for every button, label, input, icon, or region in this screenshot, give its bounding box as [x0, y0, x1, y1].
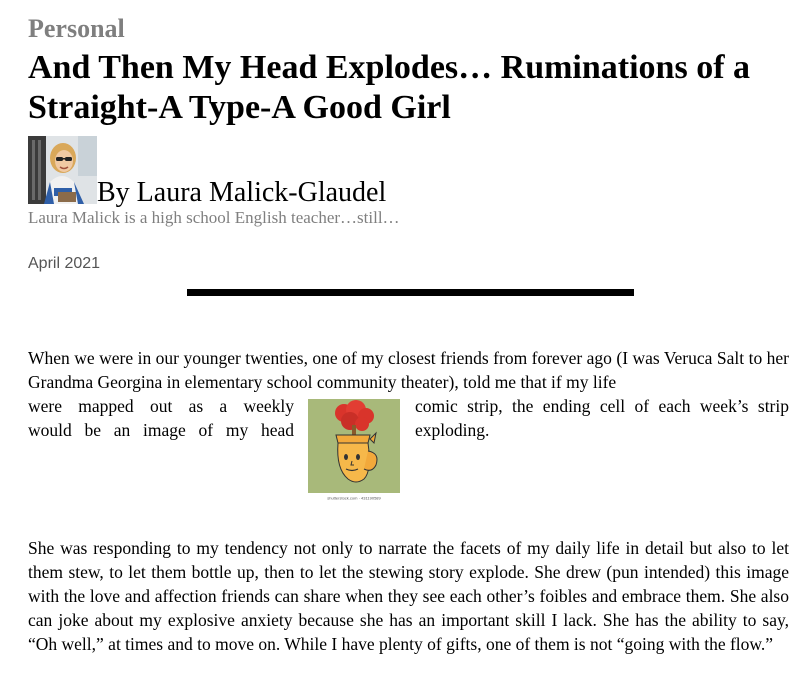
p1-left-line-1: were mapped out as a weekly — [28, 396, 294, 416]
p1-right-line-1: comic strip, the ending cell of each week’s strip — [415, 396, 789, 416]
paragraph-2: She was responding to my tendency not only to narrate the facets of my daily life in detail but also to let them stew, to let them bottle up, then to let the stewing story explode. She drew (pun intended) this image with the love and affection friends can share when they see each other’s foibles and embrace them. She also can joke about my explosive anxiety because she has an important skill I lack. She has the ability to say, “Oh well,” at times and to move on. While I have plenty of gifts, one of them is not “going with the flow.” — [28, 538, 789, 654]
exploding-head-image — [308, 399, 400, 501]
paragraph-1-right-column — [415, 394, 789, 442]
article-header — [28, 14, 790, 274]
image-credit: shutterstock.com · 431190589 — [327, 495, 381, 501]
article-title: And Then My Head Explodes… Ruminations of a Straight-A Type-A Good Girl — [28, 49, 751, 126]
byline-row — [28, 136, 790, 208]
section-divider — [187, 289, 634, 296]
author-byline: By Laura Malick-Glaudel — [97, 177, 387, 208]
author-photo — [28, 136, 97, 204]
p1-right-line-2: exploding. — [415, 420, 490, 440]
paragraph-1-left-column — [28, 394, 294, 442]
paragraph-1-wrap — [28, 394, 789, 501]
paragraph-1-intro: When we were in our younger twenties, one of my closest friends from forever ago (I was Veruca Salt to her Grandma Georgina in elementary school community theater), told me that if my life — [28, 348, 789, 392]
category-label: Personal — [28, 14, 125, 43]
publish-date: April 2021 — [28, 255, 101, 272]
author-bio: Laura Malick is a high school English teacher…still… — [28, 208, 400, 227]
p1-left-line-2: would be an image of my head — [28, 420, 294, 440]
